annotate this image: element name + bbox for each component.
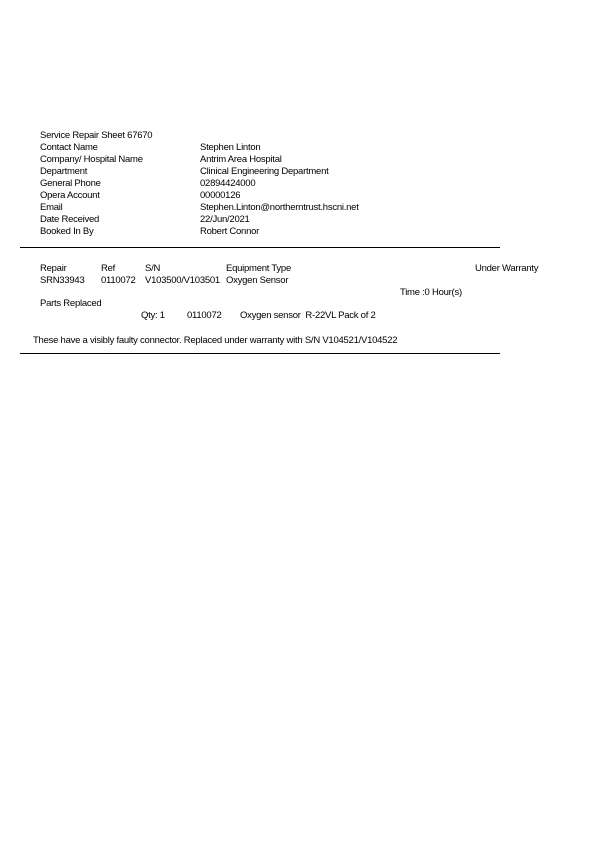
company-value: Antrim Area Hospital [200, 154, 282, 165]
repair-serial: V103500/V103501 [145, 275, 220, 286]
booked-by-value: Robert Connor [200, 226, 260, 237]
email-value: Stephen.Linton@northerntrust.hscni.net [200, 202, 359, 213]
account-value: 00000126 [200, 190, 241, 201]
booked-by-label: Booked In By [40, 226, 94, 237]
department-value: Clinical Engineering Department [200, 166, 329, 177]
date-received-value: 22/Jun/2021 [200, 214, 250, 225]
phone-value: 02894424000 [200, 178, 256, 189]
column-header-warranty: Under Warranty [475, 263, 539, 274]
contact-name-value: Stephen Linton [200, 142, 261, 153]
column-header-repair: Repair [40, 263, 67, 274]
footer-divider [20, 353, 500, 354]
department-label: Department [40, 166, 88, 177]
part-qty: Qty: 1 [141, 310, 165, 321]
sheet-title: Service Repair Sheet 67670 [40, 130, 153, 141]
repair-number: SRN33943 [40, 275, 85, 286]
repair-equipment: Oxygen Sensor [226, 275, 289, 286]
company-label: Company/ Hospital Name [40, 154, 143, 165]
part-description: Oxygen sensor R-22VL Pack of 2 [240, 310, 376, 321]
column-header-ref: Ref [101, 263, 116, 274]
phone-label: General Phone [40, 178, 101, 189]
email-label: Email [40, 202, 63, 213]
parts-replaced-label: Parts Replaced [40, 298, 102, 309]
repair-time: Time :0 Hour(s) [400, 287, 462, 298]
account-label: Opera Account [40, 190, 100, 201]
repair-ref: 0110072 [101, 275, 136, 286]
column-header-equipment: Equipment Type [226, 263, 291, 274]
part-code: 0110072 [187, 310, 222, 321]
header-divider [20, 247, 500, 248]
repair-note: These have a visibly faulty connector. Replaced under warranty with S/N V104521/V104522 [33, 335, 398, 346]
date-received-label: Date Received [40, 214, 100, 225]
column-header-sn: S/N [145, 263, 161, 274]
contact-name-label: Contact Name [40, 142, 98, 153]
